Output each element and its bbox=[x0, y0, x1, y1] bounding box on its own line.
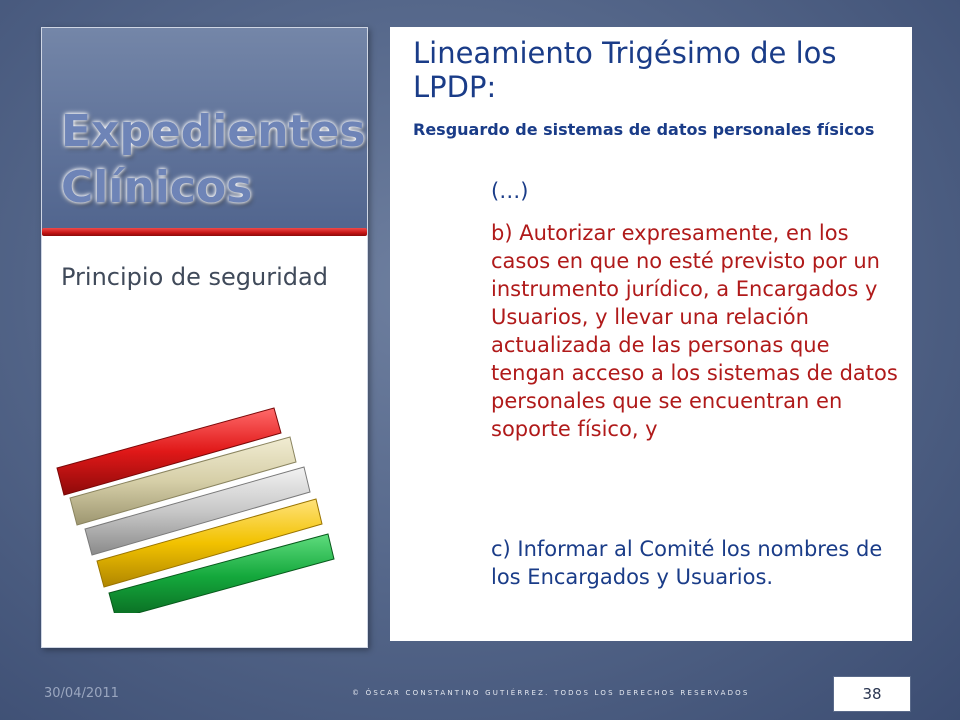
slide-subtitle: Principio de seguridad bbox=[61, 263, 328, 291]
slide-title bbox=[61, 104, 366, 216]
item-b-text: b) Autorizar expresamente, en los casos en que no esté previsto por un instrumento jurídico, a Encargados y Usuarios, y llevar una relación actualizada de las personas que tengan acceso a los sistemas de datos personales que se encuentran en soporte físico, y bbox=[491, 221, 898, 441]
footer-copyright: © ÓSCAR CONSTANTINO GUTIÉRREZ. TODOS LOS DERECHOS RESERVADOS bbox=[352, 689, 750, 697]
page-number: 38 bbox=[862, 685, 882, 703]
footer-date: 30/04/2011 bbox=[44, 686, 119, 701]
title-divider bbox=[42, 228, 367, 236]
omission-marker: (…) bbox=[491, 179, 529, 203]
slide-title-line1: Expedientes bbox=[61, 106, 366, 157]
slide-title-line2: Clínicos bbox=[61, 162, 253, 213]
content-subheading: Resguardo de sistemas de datos personales físicos bbox=[413, 120, 875, 139]
decorative-bars bbox=[52, 373, 352, 613]
content-panel bbox=[390, 27, 912, 641]
page-number-box bbox=[833, 676, 911, 712]
content-heading: Lineamiento Trigésimo de los LPDP: bbox=[413, 36, 837, 104]
title-panel bbox=[41, 27, 368, 648]
item-c-text: c) Informar al Comité los nombres de los Encargados y Usuarios. bbox=[491, 537, 883, 589]
